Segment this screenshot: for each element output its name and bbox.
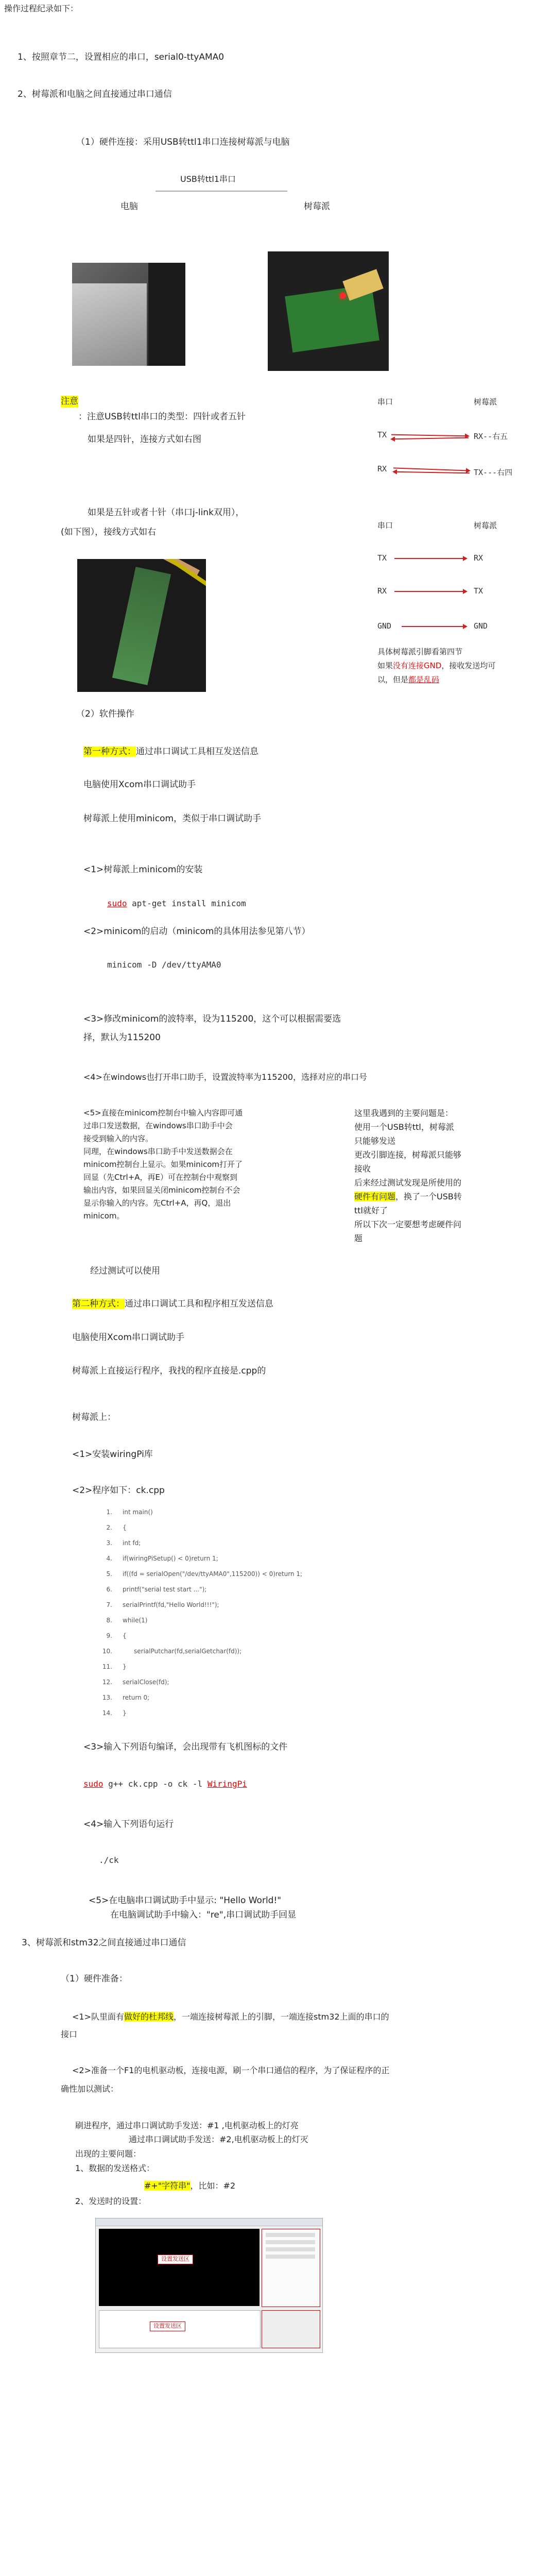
problem-line: 硬件有问题，换了一个USB转 <box>354 1192 462 1201</box>
wiring2-note-1: 具体树莓派引脚看第四节 <box>377 647 463 656</box>
code-line: 3. int fd; <box>106 1539 141 1547</box>
wiring2-note-2: 如果没有连接GND，接收发送均可 <box>377 661 496 670</box>
note-label: 注意 <box>61 396 78 406</box>
code-line: 10. serialPutchar(fd,serialGetchar(fd)); <box>102 1648 242 1655</box>
code-line: 5. if((fd = serialOpen("/dev/ttyAMA0",115200)) < 0)return 1; <box>106 1570 303 1578</box>
code-line: 2. { <box>106 1524 127 1531</box>
code-line: 12. serialClose(fd); <box>102 1679 169 1686</box>
install-wiringpi: <1>安装wiringPi库 <box>72 1449 153 1460</box>
method1-pi: 树莓派上使用minicom，类似于串口调试助手 <box>83 814 262 824</box>
step4-windows: <4>在windows也打开串口助手，设置波特率为115200，选择对应的串口号 <box>83 1072 368 1082</box>
code-line: 1. int main() <box>106 1509 153 1516</box>
wiring1-r2-pi: TX---右四 <box>474 468 513 477</box>
wiring2-arrow-3 <box>402 626 466 627</box>
s3-test-1: 刷进程序，通过串口调试助手发送：#1 ,电机驱动板上的灯亮 <box>75 2121 299 2130</box>
wiring2-arrow-2 <box>394 591 466 592</box>
s3-p1-cont: 接口 <box>61 2029 78 2039</box>
pc-label: 电脑 <box>120 201 138 212</box>
wiring1-arrow-1 <box>391 434 469 437</box>
step3-baud-l1: <3>修改minicom的波特率，设为115200，这个可以根据需要选 <box>83 1014 341 1024</box>
step5-line: <5>直接在minicom控制台中输入内容即可通 <box>83 1108 243 1117</box>
code-line: 8. while(1) <box>106 1617 148 1624</box>
problem-line: 题 <box>354 1233 363 1243</box>
raspberry-pi-photo <box>268 251 389 371</box>
wiring2-col-serial: 串口 <box>377 521 393 530</box>
wiring2-r2-pi: TX <box>474 586 483 596</box>
wiring1-r1-pi: RX--右五 <box>474 432 508 441</box>
step2-start: <2>minicom的启动（minicom的具体用法参见第八节） <box>83 926 310 937</box>
note-line-1: ：注意USB转ttl串口的类型：四针或者五针 <box>78 412 246 422</box>
problem-line: 更改引脚连接，树莓派只能够 <box>354 1150 462 1160</box>
cmd-compile: sudo g++ ck.cpp -o ck -l WiringPi <box>83 1779 247 1789</box>
step5-line: 接受到输入的内容。 <box>83 1134 153 1143</box>
wiring1-col-pi: 树莓派 <box>474 397 497 406</box>
hw-title: （1）硬件连接：采用USB转ttl1串口连接树莓派与电脑 <box>76 137 290 147</box>
note-line-3: 如果是五针或者十针（串口j-link双用）， <box>88 507 245 518</box>
s3-p1: <1>队里面有做好的杜邦线，一端连接树莓派上的引脚，一端连接stm32上面的串口的 <box>72 2012 389 2022</box>
s3-issue-2: 2、发送时的设置： <box>75 2196 147 2206</box>
wiring1-arrow-2 <box>391 437 469 440</box>
step5b-l1: <5>在电脑串口调试助手中显示: "Hello World!" <box>89 1895 282 1906</box>
problem-note <box>354 1108 509 1247</box>
method2-pi: 树莓派上直接运行程序，我找的程序直接是.cpp的 <box>72 1366 266 1376</box>
step5-line: 显示你输入的内容。先Ctrl+A，再Q，退出 <box>83 1198 231 1208</box>
cable-line <box>155 191 287 192</box>
problem-line: 使用一个USB转ttl，树莓派 <box>354 1122 454 1132</box>
method1-heading: 第一种方式：通过串口调试工具相互发送信息 <box>83 747 258 757</box>
screenshot-tag-2: 设置发送区 <box>150 2321 185 2331</box>
wiring1-r1-serial: TX <box>377 430 387 439</box>
wiring1-col-serial: 串口 <box>377 397 393 406</box>
wiring1-arrow-4 <box>393 471 470 474</box>
method2-pc: 电脑使用Xcom串口调试助手 <box>72 1332 184 1343</box>
screenshot-tag-1: 设置发送区 <box>158 2255 193 2264</box>
usb-ttl-photo <box>77 559 206 692</box>
serial-assistant-screenshot <box>95 2218 323 2353</box>
cable-label: USB转ttl1串口 <box>180 174 236 184</box>
code-line: 7. serialPrintf(fd,"Hello World!!!"); <box>106 1601 219 1608</box>
code-line: 4. if(wiringPiSetup() < 0)return 1; <box>106 1555 218 1562</box>
note-line-4: (如下图），接线方式如右 <box>61 527 157 537</box>
wiring1-r2-serial: RX <box>377 464 387 473</box>
problem-line: ttl就好了 <box>354 1206 388 1215</box>
laptop-photo <box>72 263 185 366</box>
step5-line: 输出内容，如果回显关闭minicom控制台不会 <box>83 1185 240 1195</box>
step3-baud-l2: 择，默认为115200 <box>83 1032 161 1043</box>
step5-line: 同理，在windows串口助手中发送数据会在 <box>83 1147 233 1156</box>
pi-label: 树莓派 <box>304 201 330 212</box>
wiring2-arrow-1 <box>394 558 466 559</box>
step5-block <box>83 1108 284 1224</box>
wiring2-r1-pi: RX <box>474 553 483 563</box>
method2-heading: 第二种方式：通过串口调试工具和程序相互发送信息 <box>72 1299 273 1309</box>
step5b-l2: 在电脑调试助手中输入："re",串口调试助手回显 <box>110 1910 297 1920</box>
wiring1-arrow-3 <box>393 467 470 471</box>
s3-format: #+"字符串"，比如：#2 <box>144 2181 236 2191</box>
code-line: 11. } <box>102 1663 127 1670</box>
sw-title: （2）软件操作 <box>76 709 134 719</box>
run-note: <4>输入下列语句运行 <box>83 1819 174 1829</box>
wiring2-r3-serial: GND <box>377 621 392 631</box>
s3-hw-title: （1）硬件准备： <box>61 1974 128 1984</box>
compile-note: <3>输入下列语句编译，会出现带有飞机图标的文件 <box>83 1742 288 1752</box>
code-line: 14. } <box>102 1709 127 1717</box>
method1-pc: 电脑使用Xcom串口调试助手 <box>83 779 196 790</box>
s3-p2-l2: 确性加以测试： <box>61 2084 119 2094</box>
step5-line: minicom。 <box>83 1211 125 1221</box>
cmd-install: sudo apt-get install minicom <box>107 899 246 908</box>
pi-heading: 树莓派上： <box>72 1412 116 1422</box>
problem-line: 这里我遇到的主要问题是： <box>354 1108 454 1118</box>
step5-line: 回显（先Ctrl+A，再E）可在控制台中观察到 <box>83 1173 237 1182</box>
wiring2-r3-pi: GND <box>474 621 488 631</box>
note-line-2: 如果是四针，连接方式如右图 <box>88 434 201 445</box>
verified-note: 经过测试可以使用 <box>90 1266 160 1276</box>
problem-line: 只能够发送 <box>354 1136 396 1146</box>
program-heading: <2>程序如下：ck.cpp <box>72 1485 165 1496</box>
problem-line: 所以下次一定要想考虑硬件问 <box>354 1219 462 1229</box>
step1-install: <1>树莓派上minicom的安装 <box>83 865 203 875</box>
cmd-run: ./ck <box>99 1855 119 1865</box>
step5-line: minicom控制台上显示。如果minicom打开了 <box>83 1160 243 1169</box>
cmd-minicom: minicom -D /dev/ttyAMA0 <box>107 960 221 970</box>
doc-title: 操作过程纪录如下： <box>4 4 79 13</box>
wiring2-r2-serial: RX <box>377 586 387 596</box>
code-line: 6. printf("serial test start ..."); <box>106 1586 207 1593</box>
step5-line: 过串口发送数据，在windows串口助手中会 <box>83 1121 233 1130</box>
wiring2-col-pi: 树莓派 <box>474 521 497 530</box>
problem-line: 接收 <box>354 1164 371 1174</box>
problem-line: 后来经过测试发现是所使用的 <box>354 1178 462 1188</box>
s3-p2-l1: <2>准备一个F1的电机驱动板，连接电源，刷一个串口通信的程序，为了保证程序的正 <box>72 2065 390 2075</box>
code-line: 9. { <box>106 1632 127 1639</box>
section-1-title: 1、按照章节二，设置相应的串口，serial0-ttyAMA0 <box>18 52 224 62</box>
code-listing <box>98 1509 417 1725</box>
wiring2-note-3: 以，但是都是乱码 <box>377 675 440 684</box>
s3-issues-heading: 出现的主要问题： <box>75 2149 142 2159</box>
s3-issue-1: 1、数据的发送格式： <box>75 2163 155 2173</box>
wiring2-r1-serial: TX <box>377 553 387 563</box>
s3-test-2: 通过串口调试助手发送：#2,电机驱动板上的灯灭 <box>129 2134 308 2144</box>
code-line: 13. return 0; <box>102 1694 150 1701</box>
section-3-title: 3、树莓派和stm32之间直接通过串口通信 <box>22 1938 186 1948</box>
section-2-title: 2、树莓派和电脑之间直接通过串口通信 <box>18 89 172 99</box>
